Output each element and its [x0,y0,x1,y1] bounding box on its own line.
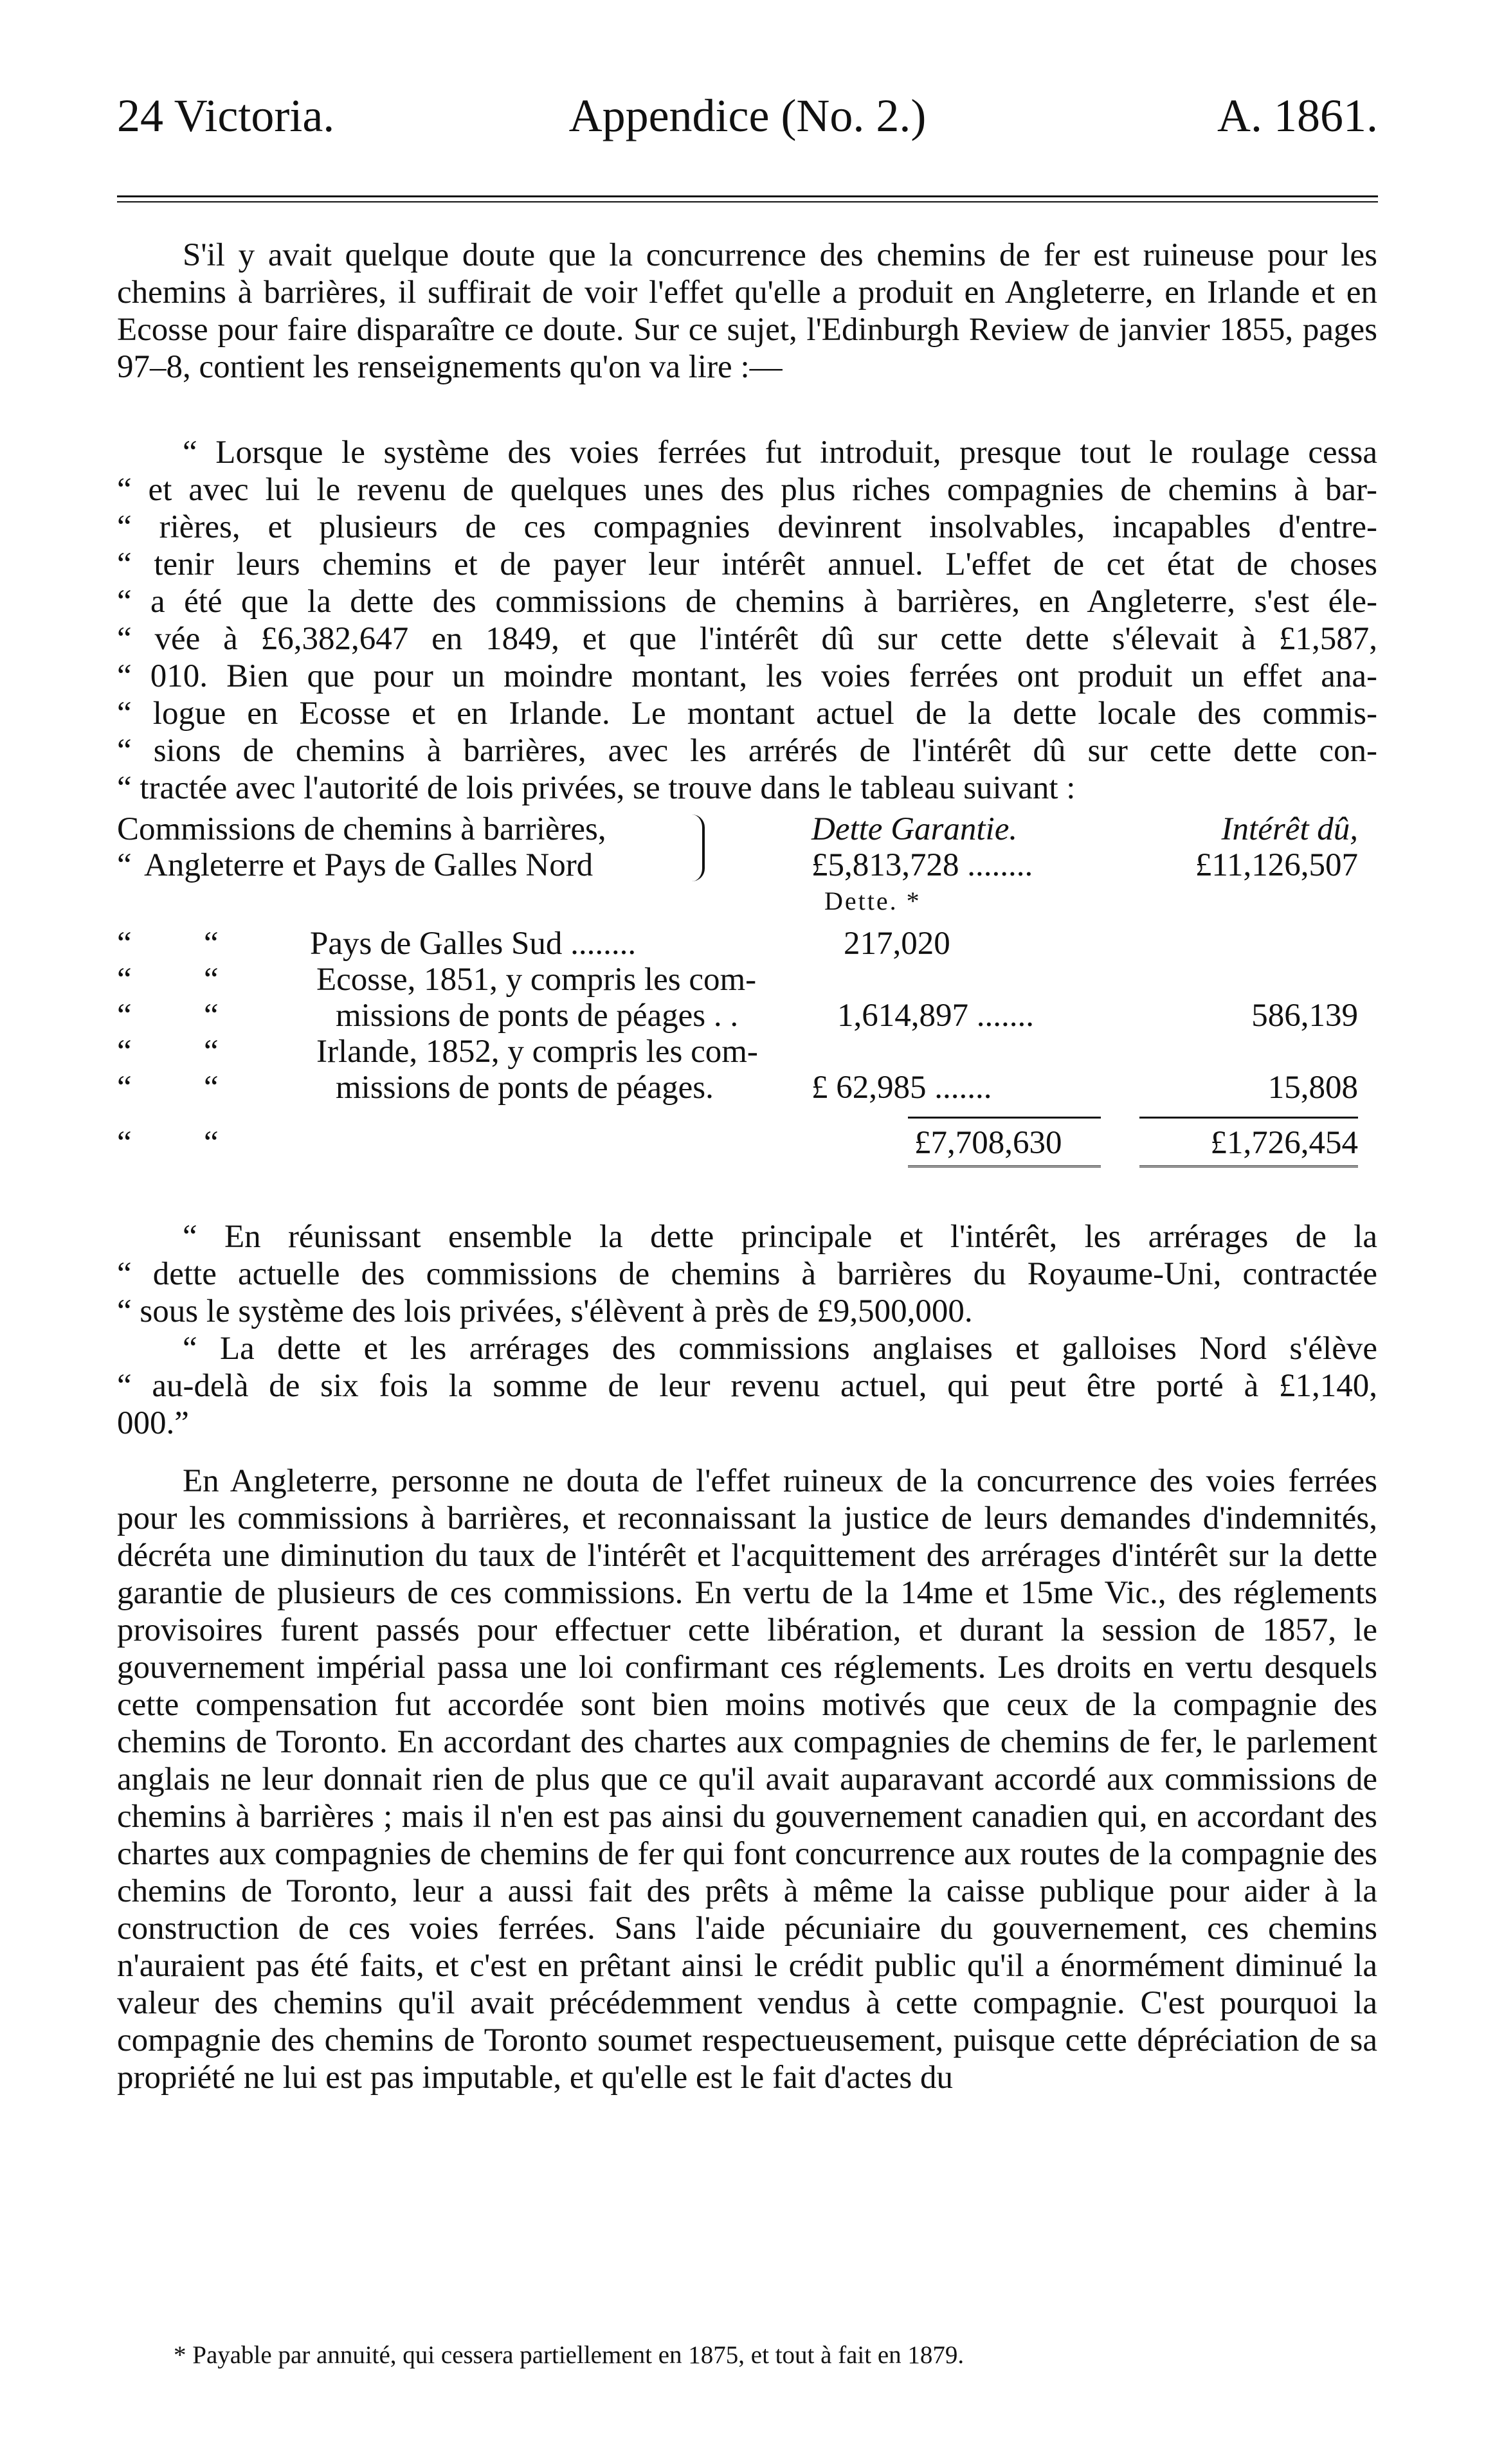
quote-line: “ au-delà de six fois la somme de leur revenu actuel, qui peut être porté à £1,140, [117,1368,1377,1404]
table-cell-dette: 217,020 [844,926,950,962]
table-row [117,885,1377,921]
header-title: Appendice (No. 2.) [568,90,927,141]
table-cell-dette: 1,614,897 ....... [837,998,1034,1034]
quotation-continuation [117,1218,1377,1442]
table-cell-interet: £11,126,507 [1195,847,1358,883]
quote-line: “ vée à £6,382,647 en 1849, et que l'intérêt dû sur cette dette s'élevait à £1,587, [117,621,1377,657]
quote-line: “ sions de chemins à barrières, avec les arrérés de l'intérêt dû sur cette dette con- [117,733,1377,769]
total-dette: £7,708,630 [914,1125,1062,1161]
ditto-mark: “ [204,1034,219,1070]
table-row [117,813,1377,849]
quote-line: “ dette actuelle des commissions de chemins à barrières du Royaume-Uni, contractée [117,1256,1377,1292]
ditto-mark: “ [117,1125,132,1161]
quote-line: “ En réunissant ensemble la dette principale et l'intérêt, les arrérages de la [183,1219,1377,1255]
quote-line: “ sous le système des lois privées, s'élèvent à près de £9,500,000. [117,1293,973,1329]
quote-line: “ Lorsque le système des voies ferrées fut introduit, presque tout le roulage cessa [183,435,1377,471]
quote-line: “ 010. Bien que pour un moindre montant, les voies ferrées ont produit un effet ana- [117,658,1377,694]
ditto-mark: “ [204,926,219,962]
header-year: A. 1861. [1217,90,1378,141]
table-cell-desc: Commissions de chemins à barrières, [117,811,606,847]
ditto-mark: “ [204,1070,219,1106]
ditto-mark: “ [117,847,132,883]
main-paragraph: En Angleterre, personne ne douta de l'effet ruineux de la concurrence des voies ferrées pour les commissions à barrières, et reconnaissant la justice de leurs demandes d'indemnités, décréta une diminution du taux de l'intérêt et l'acquittement des arrérages d'intérêt sur la dette garantie de plusieurs de ces commissions. En vertu de la 14me et 15me Vic., des réglements provisoires furent passés pour effectuer cette libération, et durant la session de 1857, le gouvernement impérial passa une loi confirmant ces réglements. Les droits en vertu desquels cette compensation fut accordée sont bien moins motivés que ceux de la compagnie des chemins de Toronto. En accordant des chartes aux compagnies de chemins de fer, le parlement anglais ne leur donnait rien de plus que ce qu'il avait auparavant accordé aux commissions de chemins à barrières ; mais il n'en est pas ainsi du gouvernement canadien qui, en accordant des chartes aux compagnies de chemins de fer qui font concurrence aux routes de la compagnie des chemins de Toronto, leur a aussi fait des prêts à même la caisse publique pour aider à la construction de ces voies ferrées. Sans l'aide pécuniaire du gouvernement, ces chemins n'auraient pas été faits, et c'est en prêtant ainsi le crédit public qu'il a énormément diminué la valeur des chemins qu'il avait précédemment vendus à cette compagnie. C'est pourquoi la compagnie des chemins de Toronto soumet respectueusement, puisque cette dépréciation de sa propriété ne lui est pas imputable, et qu'elle est le fait d'actes du [117,1463,1377,2096]
ditto-mark: “ [117,926,132,962]
quote-line: 000.” [117,1405,189,1441]
ditto-mark: “ [204,962,219,998]
table-row [117,1036,1377,1072]
footnote: * Payable par annuité, qui cessera partiellement en 1875, et tout à fait en 1879. [174,2341,965,2369]
running-header [117,77,1378,154]
total-interet: £1,726,454 [1210,1125,1358,1161]
column-header-dette: Dette Garantie. [811,811,1018,847]
header-session: 24 Victoria. [117,90,335,141]
total-rule [908,1165,1101,1171]
table-cell-desc: Angleterre et Pays de Galles Nord [144,847,593,883]
table-row [117,849,1377,885]
table-cell-desc: Pays de Galles Sud ........ [310,926,637,962]
total-rule [1139,1165,1358,1171]
quote-line: “ a été que la dette des commissions de chemins à barrières, en Angleterre, s'est éle- [117,584,1377,620]
quote-line: “ rières, et plusieurs de ces compagnies devinrent insolvables, incapables d'entre- [117,509,1377,545]
quote-line: “ tractée avec l'autorité de lois privées, se trouve dans le tableau suivant : [117,770,1076,806]
table-total-row [117,1127,1377,1163]
ditto-mark: “ [117,962,132,998]
debt-table [117,813,1377,1176]
column-header-interet: Intérêt dû, [1221,811,1358,847]
table-divider-row [117,1163,1377,1176]
ditto-mark: “ [117,1034,132,1070]
table-row [117,1072,1377,1108]
table-cell-desc: Ecosse, 1851, y compris les com- [316,962,757,998]
table-cell-desc: missions de ponts de péages. [336,1070,714,1106]
table-divider-row [117,1108,1377,1127]
quote-line: “ La dette et les arrérages des commissions anglaises et galloises Nord s'élève [183,1331,1377,1367]
table-cell-interet: 586,139 [1251,998,1358,1034]
table-cell-dette: £5,813,728 ........ [811,847,1033,883]
subtotal-rule [908,1117,1101,1119]
header-rule [117,195,1378,202]
quote-line: “ tenir leurs chemins et de payer leur intérêt annuel. L'effet de cet état de choses [117,546,1377,582]
quote-line: “ et avec lui le revenu de quelques unes des plus riches compagnies de chemins à bar- [117,472,1377,508]
ditto-mark: “ [117,998,132,1034]
quotation-block [117,434,1377,807]
ditto-mark: “ [117,1070,132,1106]
table-cell-dette: £ 62,985 ....... [811,1070,992,1106]
table-row [117,928,1377,964]
dette-subheader: Dette. * [824,886,921,915]
intro-paragraph: S'il y avait quelque doute que la concurrence des chemins de fer est ruineuse pour les chemins à barrières, il suffirait de voir l'effet qu'elle a produit en Angleterre, en Irlande et en Ecosse pour faire disparaître ce doute. Sur ce sujet, l'Edinburgh Review de janvier 1855, pages 97–8, contient les renseignements qu'on va lire :— [117,237,1377,385]
ditto-mark: “ [204,998,219,1034]
table-cell-interet: 15,808 [1267,1070,1358,1106]
subtotal-rule [1139,1117,1358,1119]
ditto-mark: “ [204,1125,219,1161]
quote-line: “ logue en Ecosse et en Irlande. Le montant actuel de la dette locale des commis- [117,696,1377,732]
table-cell-desc: missions de ponts de péages . . [336,998,739,1034]
table-row [117,1000,1377,1036]
table-cell-desc: Irlande, 1852, y compris les com- [316,1034,758,1070]
table-row [117,964,1377,1000]
